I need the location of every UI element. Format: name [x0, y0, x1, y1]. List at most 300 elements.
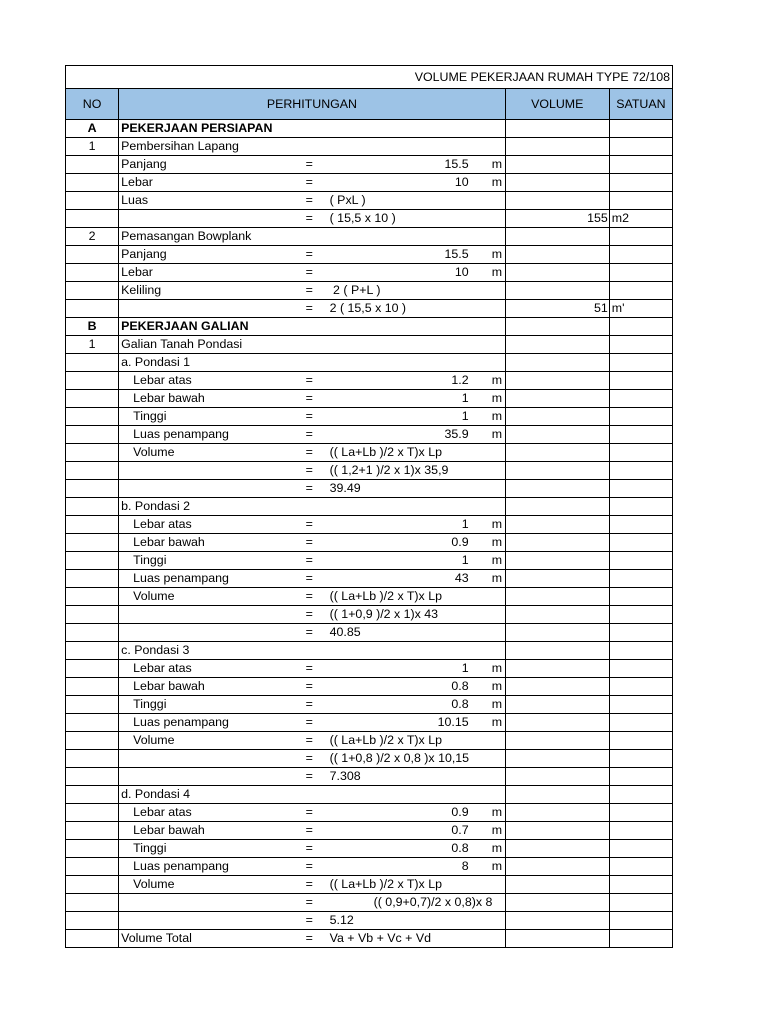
row-label-cell [119, 606, 304, 624]
row-label-cell: Volume [119, 444, 304, 462]
volume-cell [505, 912, 609, 930]
table-row [66, 642, 673, 660]
table-row [66, 120, 673, 138]
row-number-cell [66, 642, 119, 660]
row-label-cell: Volume [119, 732, 304, 750]
table-row [66, 732, 673, 750]
row-number-cell [66, 156, 119, 174]
table-row [66, 462, 673, 480]
row-label-cell: Pemasangan Bowplank [119, 228, 304, 246]
volume-cell [505, 552, 609, 570]
row-number-cell [66, 426, 119, 444]
value-unit: m [491, 156, 505, 174]
volume-cell [505, 840, 609, 858]
row-label-cell [119, 750, 304, 768]
table-row [66, 246, 673, 264]
value-cell [304, 246, 491, 264]
formula-cell [304, 750, 506, 768]
row-label-cell [119, 894, 304, 912]
formula-cell [304, 282, 506, 300]
row-label-cell: Pembersihan Lapang [119, 138, 304, 156]
satuan-cell [609, 570, 672, 588]
volume-cell [505, 318, 609, 336]
satuan-cell [609, 408, 672, 426]
value-number: 0.8 [451, 841, 469, 855]
equals-sign: = [305, 859, 313, 873]
row-label-cell [119, 480, 304, 498]
row-number-cell [66, 246, 119, 264]
table-row [66, 606, 673, 624]
volume-cell [505, 822, 609, 840]
table-row [66, 426, 673, 444]
value-number: 1 [461, 553, 469, 567]
header-row [66, 89, 673, 120]
equals-sign: = [305, 625, 313, 639]
satuan-cell [609, 606, 672, 624]
row-number-cell [66, 300, 119, 318]
value-unit: m [491, 372, 505, 390]
value-cell [304, 534, 491, 552]
value-unit: m [491, 858, 505, 876]
equals-sign: = [305, 247, 313, 261]
formula-text: 39.49 [329, 481, 361, 495]
satuan-cell [609, 516, 672, 534]
row-number-cell [66, 174, 119, 192]
formula-text: (( 1,2+1 )/2 x 1)x 35,9 [329, 463, 449, 477]
satuan-cell [609, 840, 672, 858]
table-row [66, 282, 673, 300]
value-unit: m [491, 822, 505, 840]
row-label-cell: PEKERJAAN GALIAN [119, 318, 304, 336]
value-unit: m [491, 804, 505, 822]
row-number-cell [66, 372, 119, 390]
table-row [66, 786, 673, 804]
row-number-cell [66, 210, 119, 228]
value-number: 1 [461, 409, 469, 423]
satuan-cell: m2 [609, 210, 672, 228]
table-row [66, 930, 673, 948]
table-row [66, 138, 673, 156]
value-number: 10 [454, 265, 469, 279]
satuan-cell [609, 498, 672, 516]
table-row [66, 588, 673, 606]
volume-cell [505, 714, 609, 732]
volume-cell [505, 588, 609, 606]
volume-cell [505, 894, 609, 912]
row-number-cell [66, 192, 119, 210]
table-row [66, 858, 673, 876]
value-number: 1.2 [451, 373, 469, 387]
table-row [66, 354, 673, 372]
value-unit: m [491, 264, 505, 282]
equals-sign: = [305, 823, 313, 837]
row-number-cell [66, 750, 119, 768]
equals-sign: = [305, 553, 313, 567]
equals-sign: = [305, 373, 313, 387]
table-row [66, 552, 673, 570]
equals-sign: = [305, 283, 313, 297]
satuan-cell [609, 858, 672, 876]
equals-sign: = [305, 517, 313, 531]
value-cell [304, 678, 491, 696]
value-cell [304, 696, 491, 714]
row-label-cell: Volume [119, 876, 304, 894]
satuan-cell [609, 696, 672, 714]
value-cell [304, 552, 491, 570]
table-row [66, 768, 673, 786]
satuan-cell [609, 444, 672, 462]
row-number-cell: 2 [66, 228, 119, 246]
equals-sign: = [305, 751, 313, 765]
satuan-cell [609, 462, 672, 480]
equals-sign: = [305, 481, 313, 495]
satuan-cell [609, 264, 672, 282]
equals-sign: = [305, 409, 313, 423]
volume-cell [505, 354, 609, 372]
row-number-cell [66, 480, 119, 498]
row-label-cell: Lebar [119, 174, 304, 192]
equals-sign: = [305, 607, 313, 621]
volume-cell [505, 876, 609, 894]
equals-sign: = [305, 769, 313, 783]
satuan-cell [609, 678, 672, 696]
row-number-cell [66, 804, 119, 822]
value-unit: m [491, 246, 505, 264]
table-row [66, 372, 673, 390]
satuan-cell [609, 786, 672, 804]
row-label-cell: Luas [119, 192, 304, 210]
table-row [66, 498, 673, 516]
table-row [66, 516, 673, 534]
volume-cell [505, 642, 609, 660]
table-row [66, 264, 673, 282]
sheet-title: VOLUME PEKERJAAN RUMAH TYPE 72/108 [66, 66, 673, 89]
row-number-cell [66, 912, 119, 930]
volume-cell [505, 138, 609, 156]
volume-cell [505, 930, 609, 948]
formula-cell [304, 912, 506, 930]
equals-sign: = [305, 733, 313, 747]
equals-sign: = [305, 931, 313, 945]
volume-cell [505, 336, 609, 354]
table-row [66, 390, 673, 408]
formula-text: (( 1+0,9 )/2 x 1)x 43 [329, 607, 439, 621]
table-row [66, 714, 673, 732]
row-number-cell [66, 534, 119, 552]
row-label-cell: Panjang [119, 156, 304, 174]
value-unit: m [491, 408, 505, 426]
volume-cell [505, 156, 609, 174]
satuan-cell [609, 282, 672, 300]
title-row [66, 66, 673, 89]
equals-sign: = [305, 661, 313, 675]
table-row [66, 804, 673, 822]
value-number: 35.9 [444, 427, 469, 441]
formula-cell [304, 192, 506, 210]
table-row [66, 336, 673, 354]
table-row [66, 876, 673, 894]
value-number: 0.8 [451, 697, 469, 711]
satuan-cell [609, 714, 672, 732]
empty-calc-cell [304, 318, 506, 336]
row-number-cell [66, 840, 119, 858]
table-row [66, 840, 673, 858]
empty-calc-cell [304, 498, 506, 516]
row-label-cell [119, 462, 304, 480]
row-label-cell: d. Pondasi 4 [119, 786, 304, 804]
row-label-cell: Lebar bawah [119, 534, 304, 552]
formula-cell [304, 588, 506, 606]
satuan-cell [609, 876, 672, 894]
satuan-cell [609, 642, 672, 660]
formula-text: 7.308 [329, 769, 361, 783]
value-unit: m [491, 426, 505, 444]
value-cell [304, 156, 491, 174]
table-row [66, 570, 673, 588]
value-cell [304, 372, 491, 390]
formula-text: (( La+Lb )/2 x T)x Lp [329, 445, 442, 459]
formula-cell [304, 930, 506, 948]
satuan-cell [609, 804, 672, 822]
table-row [66, 678, 673, 696]
satuan-cell [609, 156, 672, 174]
value-number: 15.5 [444, 157, 469, 171]
volume-cell [505, 534, 609, 552]
header-satuan: SATUAN [609, 89, 672, 120]
formula-text: (( 0,9+0,7)/2 x 0,8)x 8 [373, 895, 493, 909]
volume-cell [505, 390, 609, 408]
satuan-cell [609, 426, 672, 444]
row-label-cell: Lebar bawah [119, 678, 304, 696]
table-row [66, 660, 673, 678]
header-volume: VOLUME [505, 89, 609, 120]
value-unit: m [491, 696, 505, 714]
formula-cell [304, 606, 506, 624]
header-no: NO [66, 89, 119, 120]
value-unit: m [491, 552, 505, 570]
formula-cell [304, 876, 506, 894]
table-row [66, 534, 673, 552]
volume-cell [505, 192, 609, 210]
table-row [66, 912, 673, 930]
volume-cell [505, 786, 609, 804]
equals-sign: = [305, 913, 313, 927]
volume-cell [505, 498, 609, 516]
row-number-cell [66, 894, 119, 912]
value-cell [304, 840, 491, 858]
table-row [66, 408, 673, 426]
row-number-cell [66, 858, 119, 876]
volume-cell [505, 444, 609, 462]
row-label-cell [119, 210, 304, 228]
value-unit: m [491, 174, 505, 192]
row-label-cell: Luas penampang [119, 714, 304, 732]
row-label-cell: PEKERJAAN PERSIAPAN [119, 120, 304, 138]
value-number: 1 [461, 391, 469, 405]
table-row [66, 894, 673, 912]
row-number-cell [66, 282, 119, 300]
volume-sheet [65, 65, 673, 948]
value-number: 15.5 [444, 247, 469, 261]
row-label-cell: Panjang [119, 246, 304, 264]
volume-cell [505, 570, 609, 588]
formula-cell [304, 768, 506, 786]
row-label-cell: Lebar bawah [119, 390, 304, 408]
value-cell [304, 426, 491, 444]
volume-cell [505, 678, 609, 696]
volume-cell [505, 732, 609, 750]
volume-cell [505, 606, 609, 624]
satuan-cell [609, 912, 672, 930]
table-row [66, 174, 673, 192]
satuan-cell [609, 138, 672, 156]
satuan-cell [609, 894, 672, 912]
row-label-cell: Lebar bawah [119, 822, 304, 840]
row-label-cell [119, 624, 304, 642]
value-unit: m [491, 714, 505, 732]
satuan-cell [609, 228, 672, 246]
volume-cell [505, 624, 609, 642]
volume-cell [505, 696, 609, 714]
row-number-cell [66, 732, 119, 750]
row-number-cell: B [66, 318, 119, 336]
empty-calc-cell [304, 642, 506, 660]
equals-sign: = [305, 877, 313, 891]
formula-text: (( La+Lb )/2 x T)x Lp [329, 733, 442, 747]
row-number-cell [66, 822, 119, 840]
row-number-cell [66, 678, 119, 696]
volume-cell [505, 228, 609, 246]
volume-cell [505, 426, 609, 444]
row-number-cell [66, 390, 119, 408]
formula-text: 2 ( P+L ) [329, 283, 381, 297]
satuan-cell [609, 750, 672, 768]
formula-cell [304, 210, 506, 228]
volume-cell [505, 174, 609, 192]
row-label-cell: a. Pondasi 1 [119, 354, 304, 372]
header-perhitungan: PERHITUNGAN [119, 89, 506, 120]
equals-sign: = [305, 175, 313, 189]
satuan-cell [609, 372, 672, 390]
equals-sign: = [305, 265, 313, 279]
row-number-cell [66, 876, 119, 894]
value-number: 0.7 [451, 823, 469, 837]
row-label-cell: Lebar [119, 264, 304, 282]
formula-cell [304, 300, 506, 318]
satuan-cell [609, 660, 672, 678]
value-cell [304, 390, 491, 408]
value-unit: m [491, 534, 505, 552]
satuan-cell [609, 354, 672, 372]
equals-sign: = [305, 193, 313, 207]
value-cell [304, 516, 491, 534]
value-number: 1 [461, 661, 469, 675]
row-label-cell: Luas penampang [119, 858, 304, 876]
satuan-cell [609, 768, 672, 786]
row-label-cell: Luas penampang [119, 426, 304, 444]
row-label-cell: Tinggi [119, 552, 304, 570]
formula-text: ( PxL ) [329, 193, 366, 207]
formula-cell [304, 732, 506, 750]
value-cell [304, 804, 491, 822]
row-number-cell [66, 408, 119, 426]
equals-sign: = [305, 463, 313, 477]
value-cell [304, 570, 491, 588]
row-number-cell: 1 [66, 138, 119, 156]
row-number-cell [66, 786, 119, 804]
equals-sign: = [305, 697, 313, 711]
volume-cell [505, 750, 609, 768]
row-label-cell: Lebar atas [119, 660, 304, 678]
satuan-cell [609, 624, 672, 642]
row-number-cell [66, 264, 119, 282]
row-label-cell [119, 912, 304, 930]
satuan-cell [609, 588, 672, 606]
row-number-cell [66, 660, 119, 678]
empty-calc-cell [304, 354, 506, 372]
row-label-cell: Volume Total [119, 930, 304, 948]
row-number-cell [66, 624, 119, 642]
formula-text: (( La+Lb )/2 x T)x Lp [329, 589, 442, 603]
satuan-cell [609, 120, 672, 138]
satuan-cell [609, 552, 672, 570]
equals-sign: = [305, 841, 313, 855]
volume-cell [505, 408, 609, 426]
value-unit: m [491, 660, 505, 678]
empty-calc-cell [304, 786, 506, 804]
table-row [66, 192, 673, 210]
volume-cell [505, 120, 609, 138]
table-row [66, 228, 673, 246]
row-label-cell: Tinggi [119, 408, 304, 426]
row-label-cell [119, 768, 304, 786]
equals-sign: = [305, 427, 313, 441]
row-number-cell [66, 768, 119, 786]
value-number: 8 [461, 859, 469, 873]
satuan-cell [609, 930, 672, 948]
equals-sign: = [305, 895, 313, 909]
volume-cell [505, 858, 609, 876]
formula-text: Va + Vb + Vc + Vd [329, 931, 431, 945]
table-row [66, 480, 673, 498]
volume-cell [505, 246, 609, 264]
table-row [66, 696, 673, 714]
equals-sign: = [305, 715, 313, 729]
volume-cell [505, 282, 609, 300]
formula-cell [304, 894, 506, 912]
row-number-cell [66, 552, 119, 570]
formula-text: ( 15,5 x 10 ) [329, 211, 396, 225]
satuan-cell [609, 390, 672, 408]
row-number-cell [66, 714, 119, 732]
formula-text: (( La+Lb )/2 x T)x Lp [329, 877, 442, 891]
row-label-cell: Luas penampang [119, 570, 304, 588]
equals-sign: = [305, 571, 313, 585]
volume-cell [505, 372, 609, 390]
value-cell [304, 858, 491, 876]
equals-sign: = [305, 391, 313, 405]
satuan-cell [609, 336, 672, 354]
row-number-cell [66, 354, 119, 372]
table-row [66, 624, 673, 642]
satuan-cell [609, 318, 672, 336]
value-number: 43 [454, 571, 469, 585]
formula-cell [304, 462, 506, 480]
table-row [66, 156, 673, 174]
volume-cell: 51 [505, 300, 609, 318]
value-cell [304, 714, 491, 732]
volume-cell [505, 516, 609, 534]
